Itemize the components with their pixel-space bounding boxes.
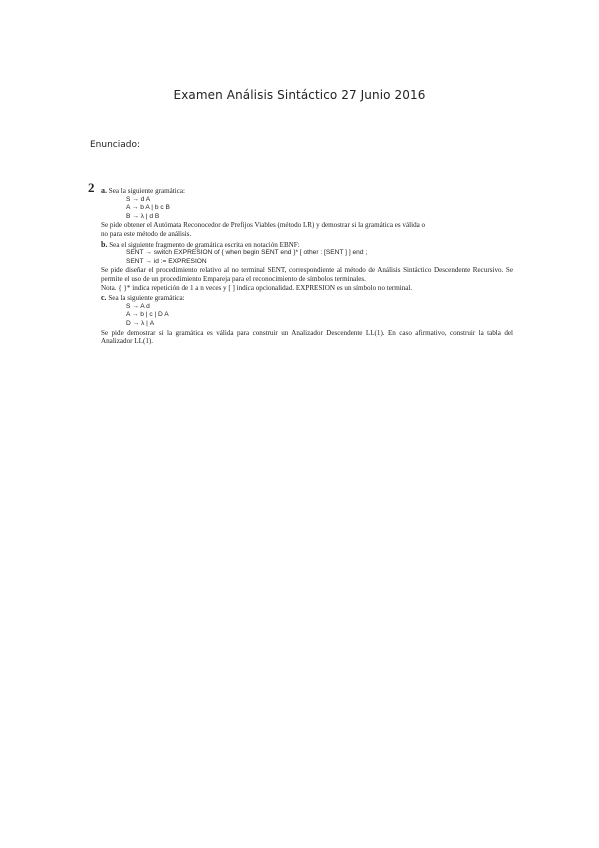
part-a-letter: a.: [101, 186, 107, 195]
ebnf-rule: SENT → id := EXPRESION: [126, 257, 207, 265]
grammar-rule: S → A d: [126, 302, 150, 310]
grammar-rule: S → d A: [126, 195, 151, 203]
part-b-intro: Sea el siguiente fragmento de gramática escrita en notación EBNF:: [109, 240, 300, 249]
enunciado-label: Enunciado:: [90, 140, 141, 150]
page-title: Examen Análisis Sintáctico 27 Junio 2016: [173, 88, 426, 102]
part-b-task: Se pide diseñar el procedimiento relativo al no terminal SENT, correspondiente al método de Análisis Sintáctico Descendente Recursivo. Se permite el uso de un procedimiento Empareja para el reconocimiento de símbolos terminales.: [101, 266, 513, 283]
part-a-task-line-2: no para este método de análisis.: [101, 229, 192, 238]
part-c-intro-line: [88, 294, 513, 303]
part-c-task: Se pide demostrar si la gramática es válida para construir un Analizador Descendente LL(1). En caso afirmativo, construir la tabla del Analizador LL(1).: [101, 328, 513, 346]
grammar-rule: D → λ | A: [126, 319, 155, 327]
exam-question: [88, 180, 513, 346]
part-a-task-line-1: Se pide obtener el Autómata Reconocedor de Prefijos Viables (método LR) y demostrar si la gramática es válida o: [101, 221, 426, 230]
part-c-intro: Sea la siguiente gramática:: [108, 294, 185, 303]
part-b-letter: b.: [101, 239, 108, 249]
ebnf-rule: SENT → switch EXPRESION of { when begin SENT end }* [ other : [SENT ] ] end ;: [126, 249, 368, 257]
part-c-letter: c.: [101, 293, 107, 303]
part-a-intro: Sea la siguiente gramática:: [108, 187, 186, 195]
part-b-intro-line: [88, 241, 513, 250]
grammar-rule: A → b A | b c B: [126, 204, 170, 212]
grammar-rule: B → λ | d B: [126, 212, 160, 220]
part-a-intro-line: [88, 187, 513, 196]
grammar-rule: A → b | c | D A: [126, 311, 169, 319]
part-b-note: Nota. { }* indica repetición de 1 a n veces y [ ] indica opcionalidad. EXPRESION es un símbolo no terminal.: [101, 283, 413, 292]
question-number: 2: [88, 180, 95, 195]
